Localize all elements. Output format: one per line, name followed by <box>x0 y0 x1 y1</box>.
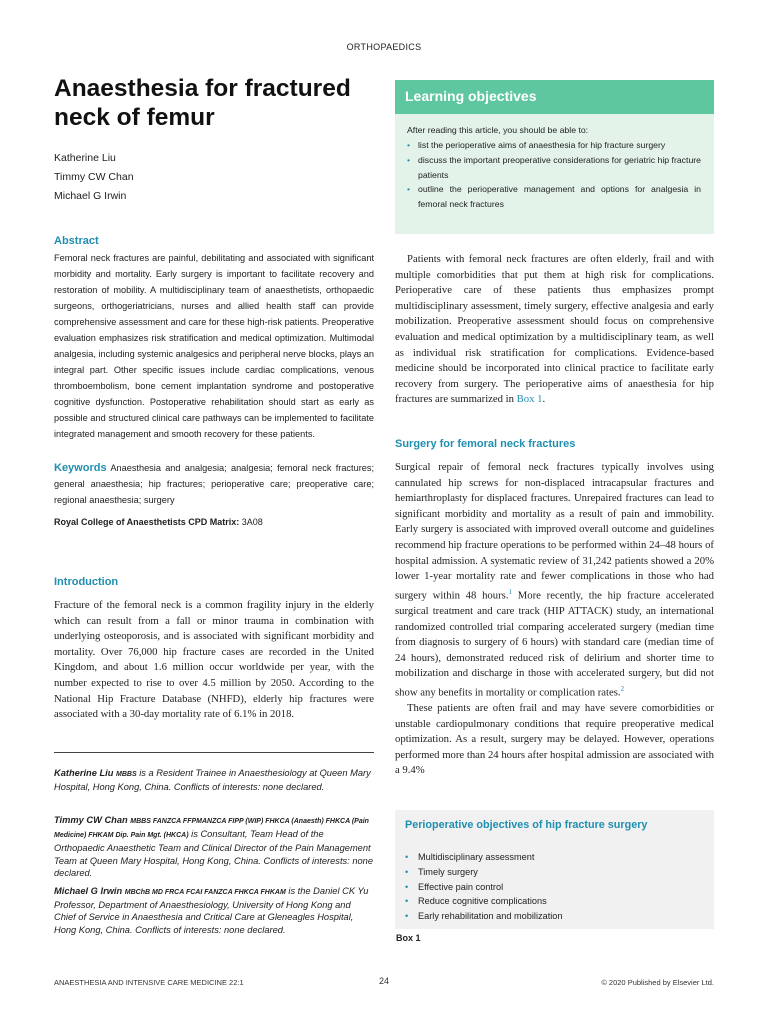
cpd-value: 3A08 <box>241 517 263 527</box>
right-intro-paragraph: Patients with femoral neck fractures are often elderly, frail and with multiple comorbidities that put them at high risk for complications. Perioperative care of these patients thus emphasizes prompt multidisciplinary assessment, timely surgery, effective analgesia and early mobilization. Preoperative assessment should focus on comprehensive evaluation and medical optimization by a multidisciplinary team, as well as individual risk stratification for complications. Evidence-based medicine should be incorporated into clinical practice to facilitate early recovery from surgery. The perioperative aims of anaesthesia for hip fractures are summarized in Box 1. <box>395 253 714 406</box>
running-head: ORTHOPAEDICS <box>346 42 422 52</box>
author-name: Michael G Irwin <box>54 190 127 202</box>
box-1-title: Perioperative objectives of hip fracture surgery <box>405 819 648 831</box>
author-bio <box>54 814 374 879</box>
author-name: Timmy CW Chan <box>54 171 134 183</box>
bio-text: is Consultant, Team Head of the Orthopaedic Anaesthetic Team and Clinical Director of the Pain Management Team at Queen Mary Hospital, Hong Kong, China. Conflicts of interests: none declared. <box>54 829 374 878</box>
list-item: • list the perioperative aims of anaesthesia for hip fracture surgery <box>407 138 701 153</box>
box-1-label: Box 1 <box>396 933 421 943</box>
bullet-icon: • <box>405 881 409 892</box>
bio-degrees: MBBS <box>116 771 137 778</box>
learning-objectives-title: Learning objectives <box>405 88 537 104</box>
bullet-icon: • <box>405 852 409 862</box>
introduction-paragraph: Fracture of the femoral neck is a common fragility injury in the elderly which can result from a fall or minor trauma in combination with underlying osteoporosis, and is associated with significant morbidity and mortality. Over 76,000 hip fracture cases are recorded in the United Kingdom, and about 1.6 million occur worldwide per year, with the number expected to rise to over 4.5 million by 2050. According to the National Hip Fracture Database (NHFD), elderly hip fractures were associated with a 30-day mortality rate of 6.1% in 2018. <box>54 599 374 721</box>
bullet-icon: • <box>405 896 409 907</box>
learning-objectives-list <box>407 138 701 212</box>
learning-objectives-box <box>395 80 714 234</box>
bullet-icon: • <box>407 154 411 165</box>
learning-objectives-intro: After reading this article, you should be able to: <box>407 125 589 135</box>
keywords <box>54 460 374 508</box>
surgery-paragraph: Surgical repair of femoral neck fractures typically involves using cannulated hip screws for non-displaced intracapsular fractures and hemiarthroplasty for displaced fractures. Unrepaired fractures can lead to significant morbidity and mortality as a result of pain and immobility. Early surgery is associated with improved overall outcome and guidelines recommend hip fracture operations to be performed within 24–48 hours of hospital admission. A systematic review of 31,242 patients showed a 20% lower 1-year mortality rate and fewer complications in those who had surgery within 48 hours.$^1$ More recently, the hip fracture accelerated surgical treatment and care track (HIP ATTACK) study, an international randomized controlled trial comparing accelerated surgery (median time from diagnosis to surgery of 6 hours) with standard care (median time of 24 hours), demonstrated reduced risk of delirium and shorter time to mobilization and discharge in those with accelerated surgery, but did not show any benefits in mortality or complication rates.$^2$ <box>395 461 714 699</box>
bullet-icon: • <box>407 184 411 195</box>
right-intro-text <box>395 252 714 408</box>
bio-degrees: MBChB MD FRCA FCAI FANZCA FHKCA FHKAM <box>124 889 286 896</box>
bullet-icon: • <box>407 140 411 150</box>
author-name: Katherine Liu <box>54 152 116 164</box>
author-bio <box>54 767 374 793</box>
abstract-heading: Abstract <box>54 235 99 247</box>
box-1 <box>395 810 714 929</box>
surgery-heading: Surgery for femoral neck fractures <box>395 438 576 450</box>
bio-name: Timmy CW Chan <box>54 815 128 825</box>
bio-degrees: MBBS FANZCA FFPMANZCA FIPP (WIP) FHKCA (Anaesth) FHKCA (Pain Medicine) FHKAM Dip. Pain Mgt. (HKCA) <box>54 818 369 840</box>
bio-divider <box>54 752 374 753</box>
footer-copyright: © 2020 Published by Elsevier Ltd. <box>601 978 714 987</box>
author-bio <box>54 885 374 936</box>
keywords-text: Anaesthesia and analgesia; analgesia; femoral neck fractures; general anaesthesia; hip fractures; perioperative care; preoperative care; regional anaesthesia; surgery <box>54 463 375 505</box>
page-number: 24 <box>378 976 389 986</box>
surgery-paragraph: These patients are often frail and may have severe comorbidities or unstable cardiopulmonary conditions that require preoperative medical optimization. As a result, surgery may be delayed. However, operations performed more than 24 hours after hospital admission are associated with a 9.4% <box>395 702 714 777</box>
learning-objectives-header <box>395 80 714 114</box>
list-item: • discuss the important preoperative considerations for geriatric hip fracture patients <box>407 154 701 180</box>
bullet-icon: • <box>405 866 409 877</box>
list-item: • Timely surgery <box>405 865 563 880</box>
cpd-matrix <box>54 517 374 527</box>
box-1-list <box>405 850 563 924</box>
surgery-text <box>395 460 714 779</box>
footer-journal: ANAESTHESIA AND INTENSIVE CARE MEDICINE 22:1 <box>54 978 244 987</box>
box-reference-link[interactable]: Box 1 <box>516 393 543 406</box>
citation-link[interactable]: 2 <box>620 684 625 693</box>
bullet-icon: • <box>405 911 409 922</box>
article-title: Anaesthesia for fractured neck of femur <box>54 75 351 131</box>
list-item: • Reduce cognitive complications <box>405 894 563 909</box>
list-item: • outline the perioperative management and options for analgesia in femoral neck fractures <box>407 184 701 210</box>
abstract-text: Femoral neck fractures are painful, debilitating and associated with significant morbidity and mortality. Early surgery is important to facilitate recovery and restoration of mobility. A multidisciplinary team of anaesthetists, orthopaedic surgeons, orthogeriatricians, nurses and allied health staff can provide comprehensive assessment and care for these high-risk patients. Preoperative evaluation emphasizes risk stratification and medical optimization. Multimodal analgesia, including systemic analgesics and peripheral nerve blocks, plays an integral part. Other specific issues include cardiac complications, venous thromboembolism, bone cement implantation syndrome and postoperative cognitive dysfunction. Postoperative rehabilitation should start as early as possible and structured clinical care pathways can be implemented to facilitate integrated management and smooth recovery for these patients. <box>54 253 374 439</box>
list-item: • Effective pain control <box>405 880 563 895</box>
list-item: • Early rehabilitation and mobilization <box>405 909 563 924</box>
list-item: • Multidisciplinary assessment <box>405 850 563 865</box>
introduction-text <box>54 598 374 723</box>
bio-name: Michael G Irwin <box>54 886 123 896</box>
keywords-label: Keywords <box>54 462 107 474</box>
citation-link[interactable]: 1 <box>508 587 513 596</box>
bio-text: is a Resident Trainee in Anaesthesiology at Queen Mary Hospital, Hong Kong, China. Conflicts of interests: none declared. <box>54 768 371 793</box>
bio-name: Katherine Liu <box>54 768 114 778</box>
cpd-label: Royal College of Anaesthetists CPD Matrix: <box>54 517 240 527</box>
bio-text: is the Daniel CK Yu Professor, Department of Anaesthesiology, University of Hong Kong and Chief of Service in Anaesthesia and Critical Care at Gleneagles Hospital, Hong Kong, China. Conflicts of interests: none declared. <box>54 886 369 935</box>
introduction-heading: Introduction <box>54 576 119 588</box>
